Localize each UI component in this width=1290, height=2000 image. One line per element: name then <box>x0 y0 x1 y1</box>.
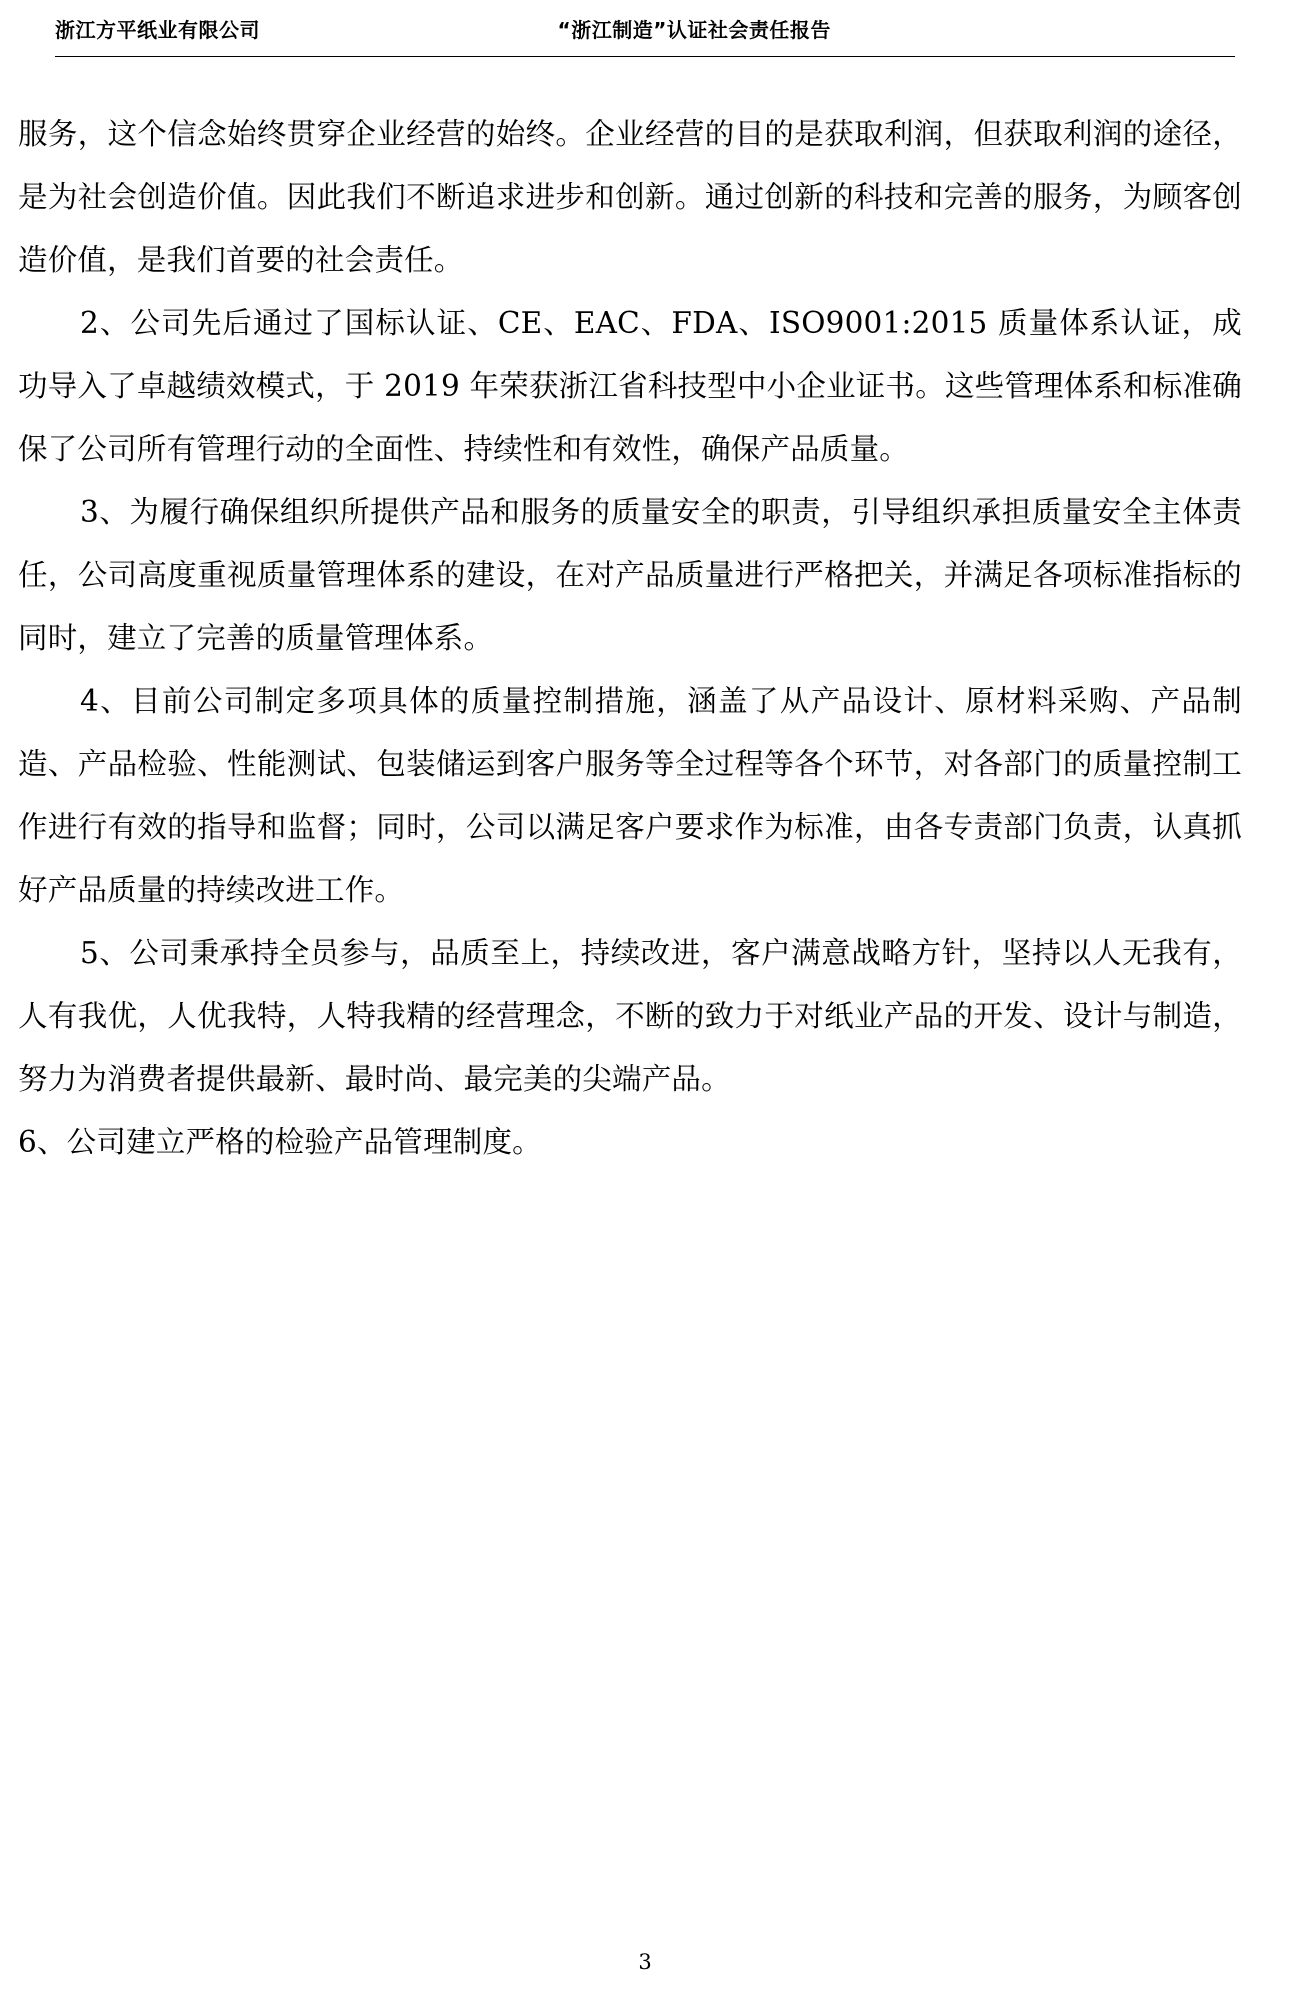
header-report-title: “浙江制造”认证社会责任报告 <box>557 18 831 42</box>
paragraph-continued: 服务，这个信念始终贯穿企业经营的始终。企业经营的目的是获取利润，但获取利润的途径，是为社会创造价值。因此我们不断追求进步和创新。通过创新的科技和完善的服务，为顾客创造价值，是我们首要的社会责任。 <box>18 117 1242 277</box>
paragraph-item-5: 5、公司秉承持全员参与，品质至上，持续改进，客户满意战略方针，坚持以人无我有，人有我优，人优我特，人特我精的经营理念，不断的致力于对纸业产品的开发、设计与制造，努力为消费者提供最新、最时尚、最完美的尖端产品。 <box>18 936 1242 1096</box>
page-number: 3 <box>638 1950 652 1974</box>
paragraph-item-2: 2、公司先后通过了国标认证、CE、EAC、FDA、ISO9001:2015 质量体系认证，成功导入了卓越绩效模式，于 2019 年荣获浙江省科技型中小企业证书。这些管理体系和标准确保了公司所有管理行动的全面性、持续性和有效性，确保产品质量。 <box>18 306 1242 466</box>
page-header <box>55 0 1235 57</box>
header-company-name: 浙江方平纸业有限公司 <box>55 18 260 42</box>
page-content <box>18 57 1242 1910</box>
paragraph-item-4: 4、目前公司制定多项具体的质量控制措施，涵盖了从产品设计、原材料采购、产品制造、产品检验、性能测试、包装储运到客户服务等全过程等各个环节，对各部门的质量控制工作进行有效的指导和监督；同时，公司以满足客户要求作为标准，由各专责部门负责，认真抓好产品质量的持续改进工作。 <box>18 684 1242 907</box>
paragraph-item-6: 6、公司建立严格的检验产品管理制度。 <box>18 1125 542 1159</box>
paragraph-item-3: 3、为履行确保组织所提供产品和服务的质量安全的职责，引导组织承担质量安全主体责任，公司高度重视质量管理体系的建设，在对产品质量进行严格把关，并满足各项标准指标的同时，建立了完善的质量管理体系。 <box>18 495 1242 655</box>
